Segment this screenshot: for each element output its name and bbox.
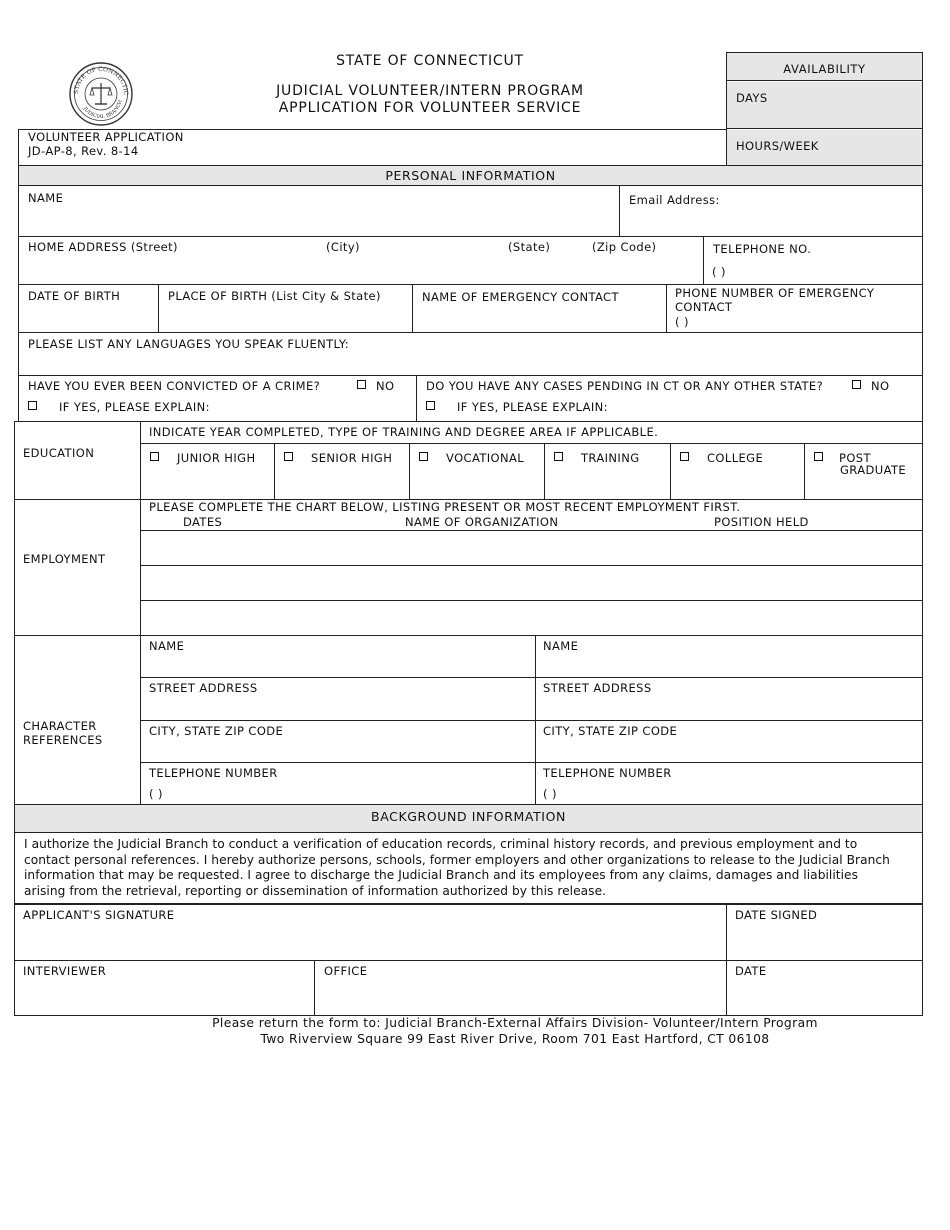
- availability-title: AVAILABILITY: [783, 62, 866, 76]
- office-field[interactable]: [314, 960, 727, 1016]
- program-heading: JUDICIAL VOLUNTEER/INTERN PROGRAM: [276, 83, 584, 99]
- checkbox-icon[interactable]: [419, 452, 428, 461]
- emergency-phone-paren: ( ): [675, 315, 689, 329]
- references-label-1: CHARACTER: [23, 719, 97, 733]
- ref2-phone-paren: ( ): [543, 787, 557, 801]
- checkbox-icon[interactable]: [554, 452, 563, 461]
- convicted-no-option[interactable]: NO: [357, 379, 394, 393]
- post-graduate-option[interactable]: POST: [814, 451, 871, 465]
- telephone-paren: ( ): [712, 265, 726, 279]
- checkbox-icon[interactable]: [680, 452, 689, 461]
- training-option[interactable]: TRAINING: [554, 451, 640, 465]
- state-seal: [68, 61, 134, 127]
- emergency-phone-label-2: CONTACT: [675, 300, 733, 314]
- name-label: NAME: [28, 191, 64, 205]
- employment-row[interactable]: [140, 600, 923, 636]
- senior-high-option[interactable]: SENIOR HIGH: [284, 451, 392, 465]
- telephone-label: TELEPHONE NO.: [713, 242, 812, 256]
- ref1-phone-paren: ( ): [149, 787, 163, 801]
- form-number: JD-AP-8, Rev. 8-14: [28, 144, 139, 158]
- emergency-phone-label-1: PHONE NUMBER OF EMERGENCY: [675, 286, 875, 300]
- pending-explain-option[interactable]: IF YES, PLEASE EXPLAIN:: [426, 400, 608, 414]
- name-field[interactable]: [18, 185, 620, 237]
- email-label: Email Address:: [629, 193, 720, 207]
- home-street-label: HOME ADDRESS (Street): [28, 240, 178, 254]
- dob-label: DATE OF BIRTH: [28, 289, 121, 303]
- references-label-2: REFERENCES: [23, 733, 103, 747]
- city-label: (City): [326, 240, 360, 254]
- checkbox-icon[interactable]: [28, 401, 37, 410]
- personal-section-title: PERSONAL INFORMATION: [385, 168, 556, 183]
- ref2-name-field[interactable]: [535, 635, 923, 678]
- education-instructions: INDICATE YEAR COMPLETED, TYPE OF TRAINING AND DEGREE AREA IF APPLICABLE.: [149, 425, 659, 439]
- checkbox-icon[interactable]: [150, 452, 159, 461]
- interviewer-label: INTERVIEWER: [23, 964, 107, 978]
- checkbox-icon[interactable]: [426, 401, 435, 410]
- college-option[interactable]: COLLEGE: [680, 451, 763, 465]
- state-label: (State): [508, 240, 551, 254]
- zip-label: (Zip Code): [592, 240, 657, 254]
- employment-col-dates: DATES: [183, 515, 223, 529]
- ref1-name-label: NAME: [149, 639, 185, 653]
- footer-return-line: Please return the form to: Judicial Branch-External Affairs Division- Volunteer/Intern Program: [212, 1016, 818, 1030]
- emergency-contact-label: NAME OF EMERGENCY CONTACT: [422, 290, 619, 304]
- vocational-option[interactable]: VOCATIONAL: [419, 451, 524, 465]
- convicted-label: HAVE YOU EVER BEEN CONVICTED OF A CRIME?: [28, 379, 321, 393]
- state-heading: STATE OF CONNECTICUT: [336, 53, 524, 69]
- convicted-explain-option[interactable]: IF YES, PLEASE EXPLAIN:: [28, 400, 210, 414]
- date-label: DATE: [735, 964, 767, 978]
- employment-instructions: PLEASE COMPLETE THE CHART BELOW, LISTING PRESENT OR MOST RECENT EMPLOYMENT FIRST.: [149, 500, 741, 514]
- form-name: VOLUNTEER APPLICATION: [28, 130, 184, 144]
- pending-no-option[interactable]: NO: [852, 379, 889, 393]
- employment-row[interactable]: [140, 565, 923, 601]
- employment-label: EMPLOYMENT: [23, 552, 106, 566]
- checkbox-icon[interactable]: [814, 452, 823, 461]
- languages-label: PLEASE LIST ANY LANGUAGES YOU SPEAK FLUENTLY:: [28, 337, 349, 351]
- office-label: OFFICE: [324, 964, 368, 978]
- svg-text:STATE OF CONNECTICUT: STATE OF CONNECTIC: [72, 65, 130, 96]
- ref1-name-field[interactable]: [140, 635, 536, 678]
- pob-label: PLACE OF BIRTH (List City & State): [168, 289, 381, 303]
- availability-box: [726, 52, 923, 166]
- pending-label: DO YOU HAVE ANY CASES PENDING IN CT OR ANY OTHER STATE?: [426, 379, 824, 393]
- post-graduate-line2: GRADUATE: [840, 463, 907, 477]
- authorization-line-4: arising from the retrieval, reporting or dissemination of information authorized by this release.: [24, 883, 607, 898]
- authorization-line-2: contact personal references. I hereby authorize persons, schools, former employers and other organizations to release to the Judicial Branch: [24, 852, 890, 867]
- ref2-phone-label: TELEPHONE NUMBER: [543, 766, 672, 780]
- employment-col-org: NAME OF ORGANIZATION: [405, 515, 559, 529]
- footer-address-line: Two Riverview Square 99 East River Drive, Room 701 East Hartford, CT 06108: [260, 1032, 770, 1046]
- background-section-title: BACKGROUND INFORMATION: [371, 809, 566, 824]
- junior-high-option[interactable]: JUNIOR HIGH: [150, 451, 256, 465]
- authorization-text: [24, 837, 919, 899]
- employment-label-cell: [14, 499, 141, 636]
- days-field[interactable]: [727, 82, 922, 129]
- applicant-signature-label: APPLICANT'S SIGNATURE: [23, 908, 175, 922]
- svg-text:JUDICIAL BRANCH: JUDICIAL BRANCH: [81, 99, 124, 121]
- ref2-name-label: NAME: [543, 639, 579, 653]
- education-label: EDUCATION: [23, 446, 95, 460]
- application-heading: APPLICATION FOR VOLUNTEER SERVICE: [278, 100, 582, 116]
- date-signed-label: DATE SIGNED: [735, 908, 818, 922]
- days-label: DAYS: [736, 91, 768, 105]
- employment-col-position: POSITION HELD: [714, 515, 809, 529]
- authorization-line-1: I authorize the Judicial Branch to conduct a verification of education records, criminal history records, and previous employment and to: [24, 837, 858, 851]
- ref1-street-label: STREET ADDRESS: [149, 681, 258, 695]
- education-label-cell: [14, 421, 141, 500]
- checkbox-icon[interactable]: [852, 380, 861, 389]
- ref1-city-label: CITY, STATE ZIP CODE: [149, 724, 284, 738]
- ref1-phone-label: TELEPHONE NUMBER: [149, 766, 278, 780]
- ref2-city-label: CITY, STATE ZIP CODE: [543, 724, 678, 738]
- employment-row[interactable]: [140, 530, 923, 566]
- ref2-street-label: STREET ADDRESS: [543, 681, 652, 695]
- authorization-line-3: information that may be requested. I agree to discharge the Judicial Branch and its employees from any claims, damages and liabilities: [24, 868, 858, 882]
- hours-label: HOURS/WEEK: [736, 139, 819, 153]
- checkbox-icon[interactable]: [357, 380, 366, 389]
- checkbox-icon[interactable]: [284, 452, 293, 461]
